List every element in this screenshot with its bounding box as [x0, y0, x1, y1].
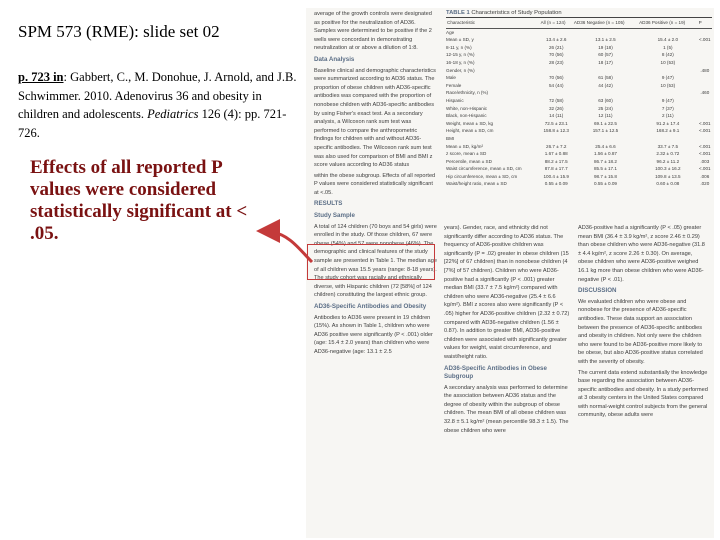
table-header-cell: AD36 Positive (n = 19) — [638, 18, 698, 28]
callout-text: Effects of all reported P values were considered statistically significant at < .05. — [30, 157, 248, 244]
table-caption: Characteristics of Study Population — [471, 10, 562, 16]
table-label: TABLE 1 — [446, 10, 470, 16]
table-cell: White, non-Hispanic — [446, 105, 488, 111]
table-cell: 2.32 ± 0.72 — [656, 151, 680, 157]
table-cell: Gender, n (%) — [446, 67, 475, 73]
table-cell: 72.5 ± 23.1 — [544, 120, 568, 126]
table-cell: 63 (60) — [598, 97, 613, 103]
table-cell: 72 (58) — [548, 97, 564, 103]
table-cell: 32 (26) — [548, 105, 564, 111]
table-cell: 85.5 ± 17.1 — [593, 166, 617, 172]
results-heading: RESULTS — [314, 200, 343, 208]
table-cell: 1.56 ± 0.87 — [593, 151, 617, 157]
discussion-paragraph-2: The current data extend substantially the knowledge base regarding the association between AD36-specific antibodies and obesity. In a study performed at 3 obesity centers in the United States compared with normal-weight control subjects from the general community, obese adults were — [578, 369, 708, 419]
table-cell: 28 (23) — [548, 59, 564, 65]
table-cell: Race/ethnicity, n (%) — [446, 90, 489, 96]
mid-results-paragraph: years). Gender, race, and ethnicity did not significantly differ according to AD36 status. The frequency of AD36-positive children was significantly (P = .02) greater in obese children (15 [22%] of 67 children) than in nonobese children (4 [7%] of 57 children). Children who were AD36-positive had a significantly (P < .001) greater median BMI (33.7 ± 7.5 kg/m²) compared with children who were AD36-negative (25.4 ± 6.6 kg/m²). BMI z scores also were significantly (P < .05) higher for AD36-positive children (2.32 ± 0.72) compared with AD36-negative children (1.56 ± 0.87). In addition to greater BMI, AD36-positive children were associated with significantly greater values for weight, waist circumference, and waist/height ratio. — [444, 225, 570, 360]
table-cell: <.001 — [698, 166, 711, 172]
table-cell: <.001 — [698, 151, 711, 157]
ad36-obesity-paragraph: Antibodies to AD36 were present in 19 children (15%). As shown in Table 1, children who were AD36 positive were significantly (P < .001) older (age: 15.4 ± 2.0 years) than children who were AD36-negative (age: 13.1 ± 2.5 — [314, 314, 433, 355]
table-cell: 25.4 ± 6.6 — [595, 143, 616, 149]
citation-page-ref: p. 723 in — [18, 70, 64, 84]
citation-volume-pages: 126 (4): pp. 721-726. — [18, 107, 287, 140]
study-sample-heading: Study Sample — [314, 212, 355, 220]
table-cell: 12 (11) — [598, 113, 613, 119]
table-cell: <.001 — [698, 128, 711, 134]
table-cell: 9 (47) — [661, 75, 674, 81]
obese-subgroup-heading: AD36-Specific Antibodies in Obese Subgroup — [444, 364, 547, 381]
table-cell: 0.55 ± 0.09 — [593, 181, 617, 187]
table-cell: 8 (42) — [661, 52, 674, 58]
citation-journal: Pediatrics — [147, 107, 199, 121]
table-cell: 14 (11) — [549, 113, 564, 119]
data-analysis-paragraph: Baseline clinical and demographic characteristics were summarized according to AD36 status. The proportion of obese children with AD36-specific antibodies was compared with the proportion of nonobese children with AD36-specific antibodies by using Fisher's exact test. As a secondary analysis, a Wilcoxon rank sum test was performed to compare the anthropometric findings for children with and without AD36-specific antibodies. The Wilcoxon rank sum test was also used for comparison of BMI and BMI z score values according to AD36 status — [314, 67, 436, 169]
ad36-obesity-heading: AD36-Specific Antibodies and Obesity — [314, 303, 427, 310]
table-cell: 87.8 ± 17.7 — [544, 166, 568, 172]
table-cell: 100.3 ± 16.2 — [655, 166, 681, 172]
citation-authors-title: : Gabbert, C., M. Donohue, J. Arnold, and J.B. Schwimmer. 2010. Adenovirus 36 and obesity in children and adolescents. — [18, 70, 297, 121]
table-cell: 26.7 ± 7.2 — [546, 143, 567, 149]
table-cell: 10 (53) — [660, 82, 676, 88]
discussion-paragraph: We evaluated children who were obese and nonobese for the presence of AD36-specific antibodies. These data support an association between the presence of AD36-specific antibodies and obesity in children. Not only were the children who were found to be AD36-positive more likely to be obese, but also AD36-positive status correlated with the severity of obesity. — [578, 298, 703, 365]
table-cell: Waist/height ratio, mean ± SD — [446, 181, 507, 187]
table-cell: Height, mean ± SD, cm — [446, 128, 494, 134]
table-cell: 0.60 ± 0.08 — [656, 181, 680, 187]
table-cell: 0.55 ± 0.09 — [544, 181, 568, 187]
table-cell: Mean ± SD, y — [446, 37, 474, 43]
table-cell: Black, non-Hispanic — [446, 113, 487, 119]
table-cell: 25 (24) — [598, 105, 613, 111]
table-cell: 69.1 ± 22.5 — [593, 120, 617, 126]
table-cell: 158.8 ± 12.3 — [543, 128, 569, 134]
table-header-cell: AD36 Negative (n = 105) — [573, 18, 638, 28]
table-cell: 60 (57) — [598, 52, 613, 58]
discussion-heading: DISCUSSION — [578, 287, 617, 295]
table-cell: 19 (18) — [598, 44, 613, 50]
table-cell: .480 — [700, 67, 710, 73]
table-cell: 13.1 ± 2.5 — [595, 37, 616, 43]
table-cell: 1 (5) — [663, 44, 673, 50]
table-cell: Hip circumference, mean ± SD, cm — [446, 173, 518, 179]
table-cell: 109.8 ± 13.5 — [655, 173, 681, 179]
table-cell: 100.4 ± 15.9 — [543, 173, 569, 179]
table-cell: 7 (37) — [661, 105, 674, 111]
slide-title: SPM 573 (RME): slide set 02 — [18, 22, 220, 41]
table-header-cell: All (n = 124) — [540, 18, 573, 28]
table-cell: 54 (44) — [548, 82, 564, 88]
table-cell: <.001 — [698, 120, 711, 126]
table-cell: .460 — [700, 90, 710, 96]
table-cell: 168.2 ± 9.1 — [656, 128, 680, 134]
table-cell: 15.4 ± 2.0 — [657, 37, 679, 43]
intro-paragraph: average of the growth controls were designated as positive for the neutralization of AD36. Samples were determined to be positive if the 2 wells were concordant in demonstrating neutralization at or above a dilution of 1:8. — [314, 11, 432, 52]
table-cell: Weight, mean ± SD, kg — [446, 120, 494, 126]
data-analysis-heading: Data Analysis — [314, 55, 355, 63]
highlighted-sentence: within the obese subgroup. Effects of all reported P values were considered statistically significant at <.05. — [314, 172, 436, 196]
table-cell: .006 — [700, 173, 710, 179]
table-cell: <.001 — [698, 143, 711, 149]
table-cell: .003 — [700, 158, 710, 164]
table-cell: Hispanic — [446, 97, 464, 103]
table-cell: 18 (17) — [598, 59, 613, 65]
table-cell: Male — [446, 75, 456, 81]
callout-arrow — [262, 231, 312, 262]
table-cell: 1.67 ± 0.88 — [544, 151, 568, 157]
table-cell: 8-11 y, n (%) — [446, 44, 472, 50]
obese-subgroup-paragraph: A secondary analysis was performed to determine the association between AD36 status and the degree of obesity within the subgroup of obese children. The mean BMI of all obese children was 32.8 ± 5.1 kg/m² (mean percentile 98.3 ± 1.5). The obese children who were — [444, 384, 569, 434]
table-cell: 96.2 ± 11.2 — [656, 158, 680, 164]
table-cell: .020 — [700, 181, 710, 187]
table-cell: 13.4 ± 2.6 — [546, 37, 567, 43]
table-cell: 70 (56) — [548, 52, 564, 58]
table-cell: Female — [446, 82, 462, 88]
table-cell: 16-18 y, n (%) — [446, 59, 475, 65]
table-cell: 61 (58) — [598, 75, 613, 81]
table-cell: 157.1 ± 12.5 — [592, 128, 619, 134]
table-cell: 98.7 ± 15.8 — [593, 173, 617, 179]
table-cell: 10 (53) — [660, 59, 676, 65]
table-cell: 86.7 ± 18.2 — [593, 158, 617, 164]
table-cell: Percentile, mean ± SD — [446, 158, 492, 164]
table-cell: 91.2 ± 17.4 — [656, 120, 680, 126]
study-sample-paragraph: A total of 124 children (70 boys and 54 girls) were enrolled in the study. Of those children, 67 were obese (54%) and 57 were nonobese (46%). The demographic and clinical features of the study sample are presented in Table 1. The median age of all children was 15.5 years (range: 8-18 years). The study cohort was racially and ethnically diverse, with Hispanic children (72 [58%] of 124 children) constituting the largest ethnic group. — [314, 223, 437, 299]
table-header-cell: Characteristic — [446, 18, 540, 28]
table-cell: 12-15 y, n (%) — [446, 52, 475, 58]
table-cell: 26 (21) — [548, 44, 564, 50]
table-cell: <.001 — [698, 37, 711, 43]
right-results-paragraph: AD36-positive had a significantly (P < .05) greater mean BMI (36.4 ± 3.9 kg/m², z score 2.46 ± 0.29) than obese children who were AD36-negative (31.8 ± 4.4 kg/m², z score 2.26 ± 0.30). On average, obese children who were AD36-positive weighed 16.1 kg more than obese children who were AD36-negative (P < .01). — [578, 225, 705, 283]
table-cell: 33.7 ± 7.5 — [657, 143, 679, 149]
table-cell: 88.2 ± 17.5 — [544, 158, 568, 164]
table-cell: Waist circumference, mean ± SD, cm — [446, 166, 522, 172]
table-cell: 70 (56) — [548, 75, 564, 81]
table-cell: z score, mean ± SD — [446, 151, 487, 157]
table-cell: Age — [446, 29, 455, 35]
table-cell: BMI — [446, 135, 455, 141]
table-cell: 44 (42) — [598, 82, 613, 88]
table-cell: 2 (11) — [661, 113, 674, 119]
table-cell: 9 (47) — [661, 97, 674, 103]
table-header-cell: P — [698, 18, 712, 28]
table-cell: Mean ± SD, kg/m² — [446, 143, 483, 149]
